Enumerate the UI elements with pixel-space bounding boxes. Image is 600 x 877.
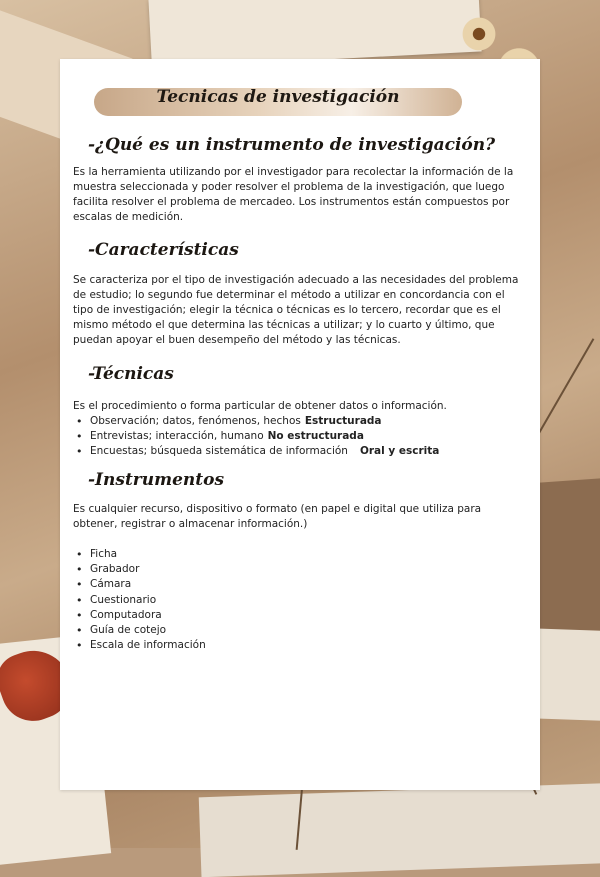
list-item: • Entrevistas; interacción, humano No estructurada [73, 429, 439, 444]
list-item: • Encuestas; búsqueda sistemática de información Oral y escrita [73, 444, 439, 459]
list-item: • Escala de información [73, 638, 206, 653]
section-heading-instrumentos: -Instrumentos [88, 470, 225, 490]
list-item: • Computadora [73, 608, 206, 623]
newspaper-scrap [199, 783, 600, 877]
list-item: • Observación; datos, fenómenos, hechos Estructurada [73, 414, 439, 429]
list-item: • Guía de cotejo [73, 623, 206, 638]
section-text-caracteristicas: Se caracteriza por el tipo de investigación adecuado a las necesidades del problema de estudio; lo segundo fue determinar el método a utilizar en concordancia con el tipo de investigación; elegir la técnica o técnicas es lo tercero, recordar que es el mismo método el que determina las técnicas a utilizar; y lo cuarto y último, que puedan apoyar el buen desempeño del método y las técnicas. [73, 274, 519, 346]
list-item: • Ficha [73, 547, 206, 562]
section-text-instrumentos: Es cualquier recurso, dispositivo o formato (en papel e digital que utiliza para obtener, registrar o almacenar información.) [73, 503, 482, 530]
newspaper-scrap [533, 628, 600, 721]
section-heading-instrumento: -¿Qué es un instrumento de investigación? [88, 135, 496, 155]
section-text-tecnicas: Es el procedimiento o forma particular de obtener datos o información. [73, 400, 447, 412]
instrumentos-list [73, 547, 206, 653]
dried-flower-image [460, 15, 498, 53]
list-item: • Grabador [73, 562, 206, 577]
list-item: • Cámara [73, 577, 206, 592]
page-title: Tecnicas de investigación [156, 87, 400, 107]
section-text-instrumento: Es la herramienta utilizando por el investigador para recolectar la información de la muestra seleccionada y poder resolver el problema de la investigación, que luego facilita resolver el problema de mercadeo. Los instrumentos están compuestos por escalas de medición. [73, 166, 514, 223]
tecnicas-list [73, 414, 439, 460]
list-item: • Cuestionario [73, 593, 206, 608]
section-heading-caracteristicas: -Características [88, 240, 239, 260]
content-card [60, 59, 540, 790]
section-heading-tecnicas: -Técnicas [88, 364, 174, 384]
